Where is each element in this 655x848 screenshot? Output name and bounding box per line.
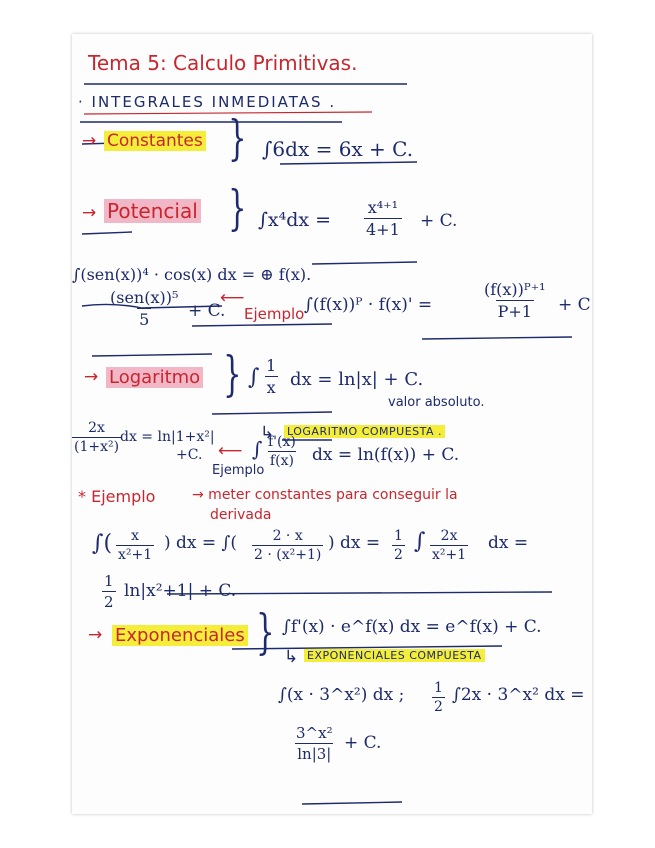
section-subtitle: · INTEGRALES INMEDIATAS . <box>78 93 337 111</box>
logaritmo-example-right: dx = ln|1+x²| <box>120 429 215 445</box>
logaritmo-example-tail: +C. <box>176 447 203 463</box>
brace-icon: } <box>256 604 275 660</box>
page-title: Tema 5: Calculo Primitivas. <box>88 51 358 75</box>
ejemplo-derivada-part-a: ∫( <box>92 531 113 556</box>
ejemplo-derivada-part-b: ) dx = ∫( <box>164 533 238 553</box>
exponenciales-example-right: ∫2x · 3^x² dx = <box>452 685 585 705</box>
arrow-left-icon: ⟵ <box>220 288 245 308</box>
arrow-left-icon: ⟵ <box>218 441 243 461</box>
brace-icon: } <box>228 110 247 166</box>
ejemplo-derivada-note-1: → meter constantes para conseguir la <box>192 487 458 503</box>
ejemplo-derivada-part-e: dx = <box>488 533 529 553</box>
brace-icon: } <box>223 346 242 402</box>
logaritmo-compuesto-right: dx = ln(f(x)) + C. <box>312 445 460 465</box>
potencial-example-tail: + C. <box>188 301 226 321</box>
potencial-formula-left: ∫x⁴dx = <box>258 209 332 231</box>
arrow-icon: → <box>82 203 97 223</box>
ejemplo-derivada-fraction-3: $\frac{1}{2}$ <box>394 528 403 563</box>
exponenciales-example-left: ∫(x · 3^x²) dx ; <box>278 685 405 705</box>
logaritmo-fraction: $\frac{1}{x}$ <box>266 356 277 397</box>
ejemplo-derivada-fraction-1: $\frac{x}{\text{x²+1}}$ <box>118 528 153 563</box>
ejemplo-derivada-fraction-4: $\frac{2x}{\text{x²+1}}$ <box>432 528 467 563</box>
notebook-page <box>72 34 592 814</box>
arrow-icon: → <box>88 625 103 645</box>
exponenciales-formula: ∫f'(x) · e^f(x) dx = e^f(x) + C. <box>282 617 542 637</box>
ejemplo-derivada-note-2: derivada <box>210 507 272 523</box>
potencial-example-fraction: (sen(x))⁵ 5 <box>110 288 179 329</box>
ejemplo-derivada-label: * Ejemplo <box>78 487 156 506</box>
ejemplo-label: Ejemplo <box>212 463 265 478</box>
ejemplo-label: Ejemplo <box>244 305 305 323</box>
logaritmo-example-fraction: $\frac{2x}{\text{(1+x²)}}$ <box>74 420 120 455</box>
ejemplo-derivada-result-tail: ln|x²+1| + C. <box>124 581 237 601</box>
label-potencial: Potencial <box>104 200 201 222</box>
logaritmo-note: valor absoluto. <box>388 395 485 410</box>
ejemplo-derivada-fraction-2: $\frac{2 \cdot x}{\text{2 · (x²+1)}}$ <box>254 528 322 563</box>
exponenciales-result-tail: + C. <box>344 733 382 753</box>
arrow-icon: → <box>82 131 97 151</box>
arrow-icon: ↳ <box>260 423 275 443</box>
exponenciales-example-fraction: $\frac{1}{2}$ <box>434 680 443 715</box>
constantes-formula: ∫6dx = 6x + C. <box>262 137 414 161</box>
potencial-general-tail: + C <box>558 295 591 315</box>
logaritmo-formula-right: dx = ln|x| + C. <box>290 369 424 390</box>
ejemplo-derivada-part-c: ) dx = <box>328 533 381 553</box>
ejemplo-derivada-result-fraction: $\frac{1}{2}$ <box>104 572 114 611</box>
brace-icon: } <box>228 180 247 236</box>
potencial-example-line: ∫(sen(x))⁴ · cos(x) dx = ⊕ f(x). <box>72 265 312 284</box>
arrow-icon: → <box>84 367 99 387</box>
label-logaritmo: Logaritmo <box>106 368 203 388</box>
potencial-fraction: $\frac{\text{x⁴⁺¹}}{4+1}$ <box>366 198 400 239</box>
ejemplo-derivada-part-d: ∫ <box>414 529 426 554</box>
exponenciales-compuesta-label: EXPONENCIALES COMPUESTA <box>304 650 485 662</box>
label-exponenciales: Exponenciales <box>112 626 248 646</box>
potencial-formula-right: + C. <box>420 211 458 231</box>
logaritmo-compuesto-label: LOGARITMO COMPUESTA . <box>284 426 445 438</box>
label-constantes: Constantes <box>104 132 206 151</box>
potencial-general-left: ∫(f(x))ᴾ · f(x)' = <box>304 295 433 315</box>
arrow-icon: ↳ <box>284 647 299 667</box>
potencial-general-fraction: $\frac{\text{(f(x))ᴾ⁺¹}}{P+1}$ <box>484 280 546 321</box>
logaritmo-integral-sign: ∫ <box>248 365 260 390</box>
integral-sign: ∫ <box>252 437 263 461</box>
exponenciales-result-fraction: $\frac{\text{3\textasciicircum{}x²}}{\ln|3|}$ <box>296 724 333 763</box>
logaritmo-compuesto-fraction: $\frac{f'(x)}{f(x)}$ <box>268 434 296 469</box>
